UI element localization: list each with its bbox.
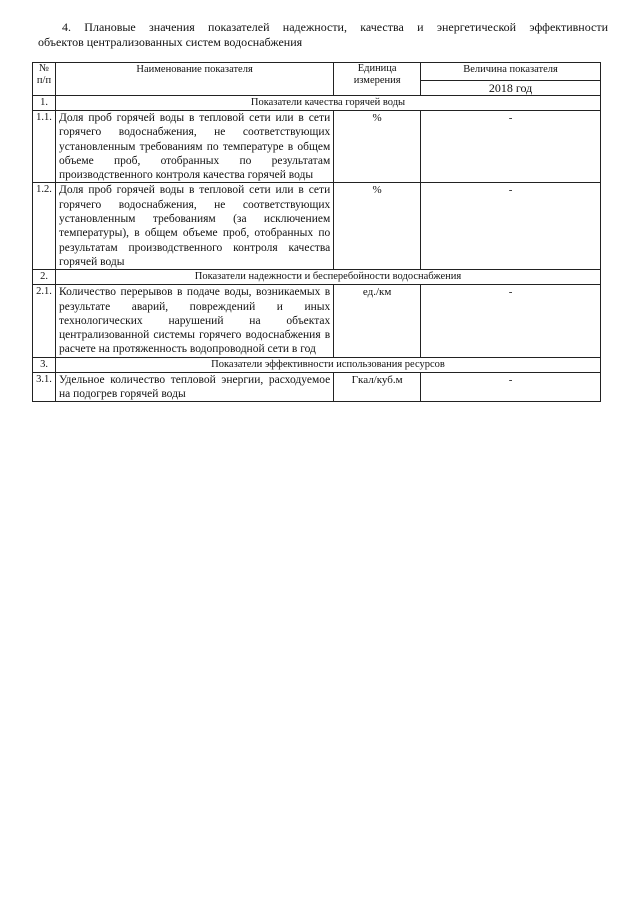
header-indicator-value: Величина показателя <box>421 63 601 81</box>
document-heading <box>38 20 608 50</box>
row-indicator-name: Доля проб горячей воды в тепловой сети или в сети горячего водоснабжения, не соответствующих установленным требованиям по температуре в общем объеме проб, отобранных по результатам производственного контроля качества горячей воды <box>56 111 334 183</box>
row-indicator-name: Количество перерывов в подаче воды, возникаемых в результате аварий, повреждений и иных технологических нарушений на объектах централизованной системы горячего водоснабжения в расчете на протяженность водопроводной сети в год <box>56 285 334 357</box>
row-indicator-name: Удельное количество тепловой энергии, расходуемое на подогрев горячей воды <box>56 372 334 402</box>
row-value: - <box>421 183 601 270</box>
row-unit: % <box>334 183 421 270</box>
row-number: 3.1. <box>33 372 56 402</box>
section-row <box>33 270 601 285</box>
table-row <box>33 285 601 357</box>
header-indicator-name: Наименование показателя <box>56 63 334 96</box>
header-year: 2018 год <box>421 81 601 96</box>
section-row <box>33 357 601 372</box>
row-unit: % <box>334 111 421 183</box>
header-unit: Единица измерения <box>334 63 421 96</box>
section-title: Показатели надежности и бесперебойности водоснабжения <box>56 270 601 285</box>
table-row <box>33 111 601 183</box>
section-title: Показатели качества горячей воды <box>56 96 601 111</box>
row-indicator-name: Доля проб горячей воды в тепловой сети или в сети горячего водоснабжения, не соответствующих установленным требованиям (за исключением температуры), в общем объеме проб, отобранных по результатам производственного контроля качества горячей воды <box>56 183 334 270</box>
heading-line-2: объектов централизованных систем водоснабжения <box>38 35 303 49</box>
section-number: 3. <box>33 357 56 372</box>
row-number: 1.1. <box>33 111 56 183</box>
row-value: - <box>421 372 601 402</box>
row-unit: ед./км <box>334 285 421 357</box>
section-title: Показатели эффективности использования ресурсов <box>56 357 601 372</box>
row-number: 1.2. <box>33 183 56 270</box>
indicators-table <box>32 62 601 402</box>
row-unit: Гкал/куб.м <box>334 372 421 402</box>
table-row <box>33 372 601 402</box>
header-number: № п/п <box>33 63 56 96</box>
row-value: - <box>421 111 601 183</box>
heading-line-1: 4. Плановые значения показателей надежности, качества и энергетической эффективности <box>62 20 608 34</box>
section-row <box>33 96 601 111</box>
row-number: 2.1. <box>33 285 56 357</box>
section-number: 1. <box>33 96 56 111</box>
section-number: 2. <box>33 270 56 285</box>
row-value: - <box>421 285 601 357</box>
table-row <box>33 183 601 270</box>
